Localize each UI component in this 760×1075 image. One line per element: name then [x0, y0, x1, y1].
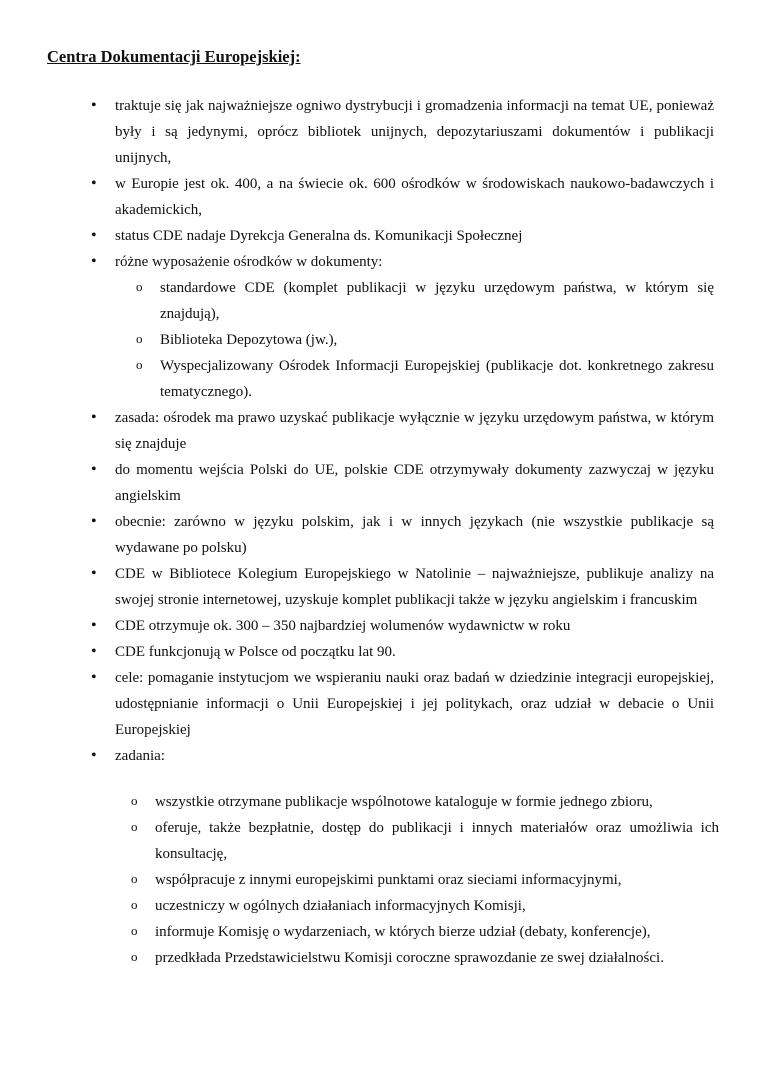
list-item: • zasada: ośrodek ma prawo uzyskać publikacje wyłącznie w języku urzędowym państwa, w którym się znajduje [115, 405, 714, 457]
bullet-list [0, 93, 760, 971]
list-item-text: zadania: [115, 748, 165, 764]
list-item: • CDE funkcjonują w Polsce od początku lat 90. [115, 639, 714, 665]
sublist-item: o oferuje, także bezpłatnie, dostęp do publikacji i innych materiałów oraz umożliwia ich konsultację, [155, 815, 719, 867]
list-item: • cele: pomaganie instytucjom we wspieraniu nauki oraz badań w dziedzinie integracji europejskiej, udostępnianie informacji o Unii Europejskiej i jej politykach, oraz udział w debacie o Unii Europejskiej [115, 665, 714, 743]
page-title: Centra Dokumentacji Europejskiej: [47, 47, 301, 66]
list-item-with-subitems [115, 249, 714, 405]
list-item: • traktuje się jak najważniejsze ogniwo dystrybucji i gromadzenia informacji na temat UE, ponieważ były i są jedynymi, oprócz bibliotek unijnych, depozytariuszami dokumentów i publikacji unijnych, [115, 93, 714, 171]
list-item: • obecnie: zarówno w języku polskim, jak i w innych językach (nie wszystkie publikacje są wydawane po polsku) [115, 509, 714, 561]
sublist-item: o wszystkie otrzymane publikacje wspólnotowe kataloguje w formie jednego zbioru, [155, 789, 719, 815]
sublist-item: o Biblioteka Depozytowa (jw.), [160, 327, 714, 353]
sublist-item: o przedkłada Przedstawicielstwu Komisji coroczne sprawozdanie ze swej działalności. [155, 945, 719, 971]
list-item: • do momentu wejścia Polski do UE, polskie CDE otrzymywały dokumenty zazwyczaj w języku angielskim [115, 457, 714, 509]
equipment-sublist [115, 275, 714, 405]
list-item: • CDE otrzymuje ok. 300 – 350 najbardziej wolumenów wydawnictw w roku [115, 613, 714, 639]
sublist-item: o informuje Komisję o wydarzeniach, w których bierze udział (debaty, konferencje), [155, 919, 719, 945]
list-item: • status CDE nadaje Dyrekcja Generalna ds. Komunikacji Społecznej [115, 223, 714, 249]
list-item-with-subitems [115, 743, 719, 971]
sublist-item: o uczestniczy w ogólnych działaniach informacyjnych Komisji, [155, 893, 719, 919]
list-item: • w Europie jest ok. 400, a na świecie ok. 600 ośrodków w środowiskach naukowo-badawczych i akademickich, [115, 171, 714, 223]
list-item: • CDE w Bibliotece Kolegium Europejskiego w Natolinie – najważniejsze, publikuje analizy na swojej stronie internetowej, uzyskuje komplet publikacji także w języku angielskim i francuskim [115, 561, 714, 613]
sublist-item: o Wyspecjalizowany Ośrodek Informacji Europejskiej (publikacje dot. konkretnego zakresu tematycznego). [160, 353, 714, 405]
sublist-item: o współpracuje z innymi europejskimi punktami oraz sieciami informacyjnymi, [155, 867, 719, 893]
sublist-item: o standardowe CDE (komplet publikacji w języku urzędowym państwa, w którym się znajdują), [160, 275, 714, 327]
list-item-text: różne wyposażenie ośrodków w dokumenty: [115, 254, 383, 270]
tasks-sublist [115, 789, 719, 971]
